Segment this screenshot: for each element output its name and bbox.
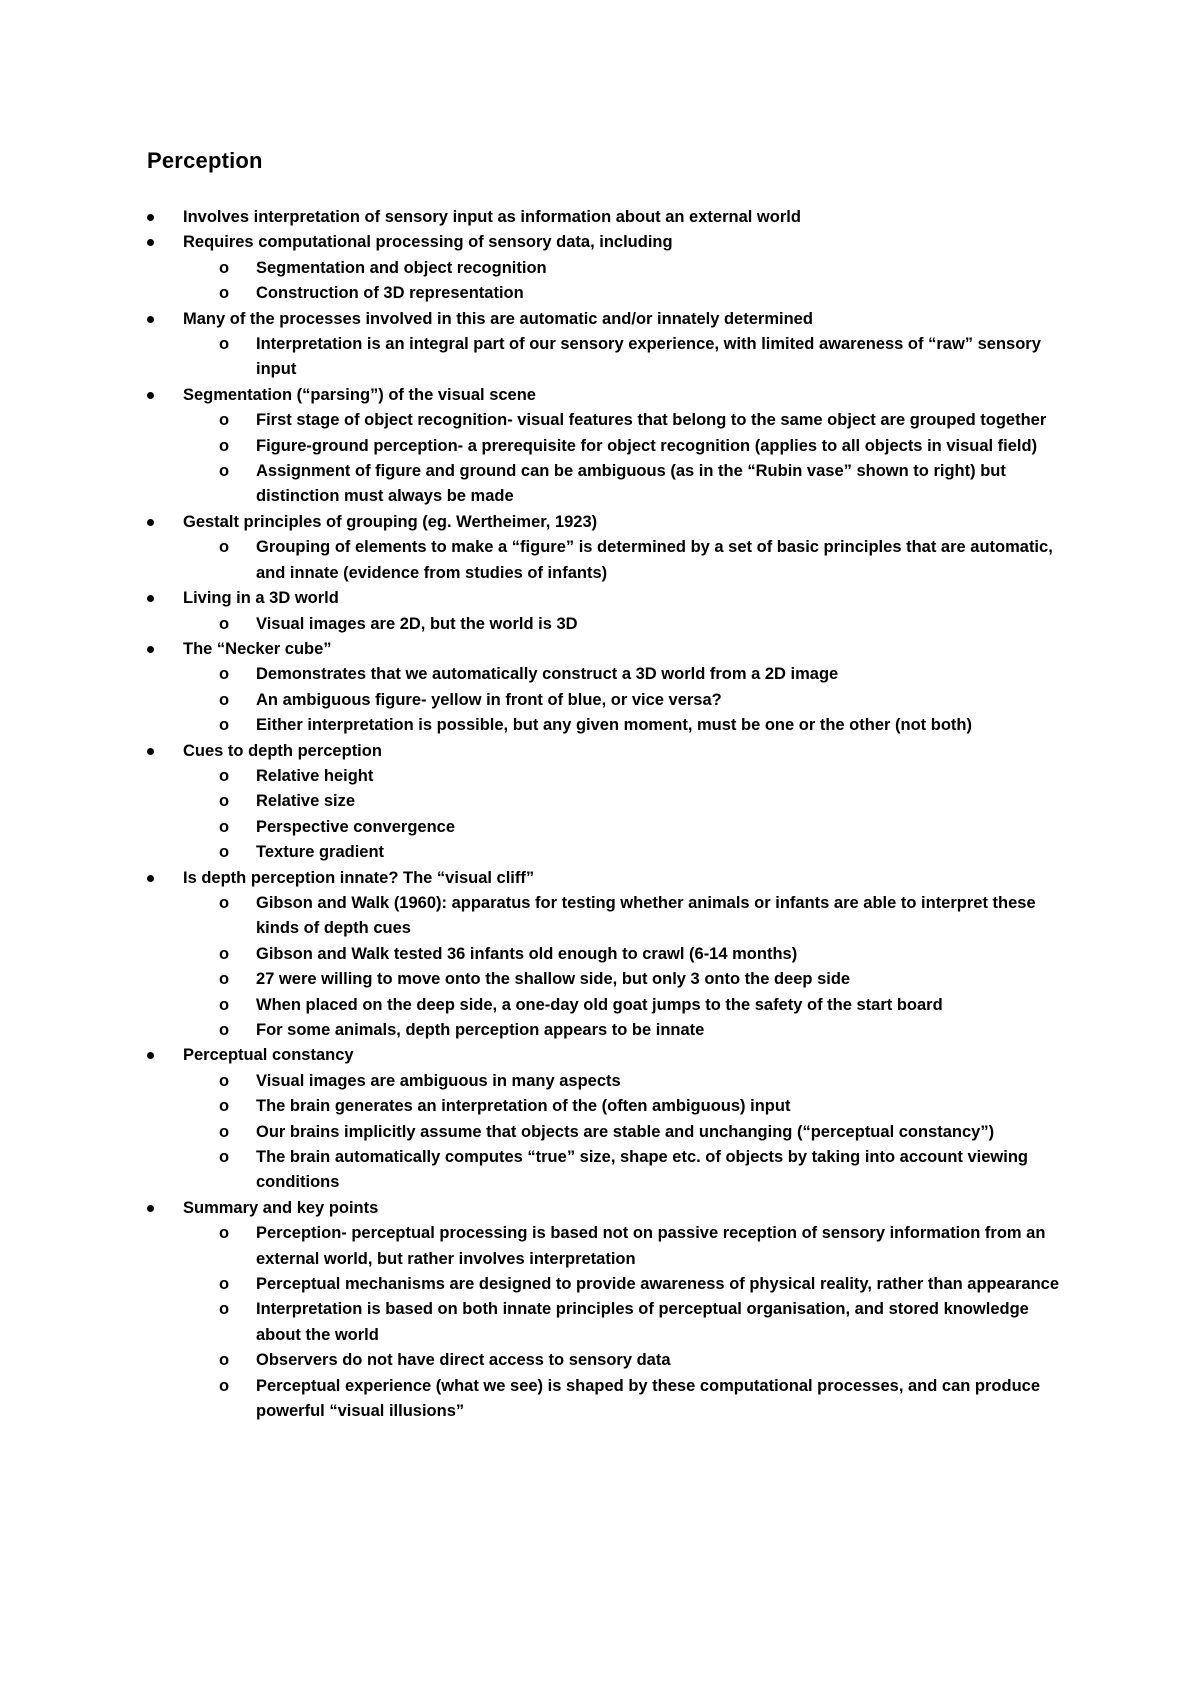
sub-bullet-item: o Gibson and Walk (1960): apparatus for testing whether animals or infants are able to interpret these kinds of depth cues — [147, 891, 1067, 942]
sub-bullet-item: o For some animals, depth perception appears to be innate — [147, 1018, 1067, 1043]
bullet-item: Summary and key points — [147, 1196, 1067, 1221]
sub-bullet-item: o Perceptual experience (what we see) is shaped by these computational processes, and can produce powerful “visual illusions” — [147, 1374, 1067, 1425]
bullet-item: Cues to depth perception — [147, 739, 1067, 764]
bullet-item: The “Necker cube” — [147, 637, 1067, 662]
sub-bullet-item: o Interpretation is an integral part of our sensory experience, with limited awareness of “raw” sensory input — [147, 332, 1067, 383]
sub-bullet-item: o 27 were willing to move onto the shallow side, but only 3 onto the deep side — [147, 967, 1067, 992]
sub-bullet-item: o Relative height — [147, 764, 1067, 789]
sub-bullet-item: o First stage of object recognition- visual features that belong to the same object are grouped together — [147, 408, 1067, 433]
sub-bullet-item: o Visual images are 2D, but the world is 3D — [147, 612, 1067, 637]
sub-bullet-item: o Perspective convergence — [147, 815, 1067, 840]
sub-bullet-item: o Texture gradient — [147, 840, 1067, 865]
sub-bullet-item: o Perception- perceptual processing is based not on passive reception of sensory information from an external world, but rather involves interpretation — [147, 1221, 1067, 1272]
bullet-item: Is depth perception innate? The “visual cliff” — [147, 866, 1067, 891]
sub-bullet-item: o Segmentation and object recognition — [147, 256, 1067, 281]
bullet-item: Involves interpretation of sensory input as information about an external world — [147, 205, 1067, 230]
sub-bullet-item: o Construction of 3D representation — [147, 281, 1067, 306]
sub-bullet-item: o Observers do not have direct access to sensory data — [147, 1348, 1067, 1373]
bullet-item: Segmentation (“parsing”) of the visual scene — [147, 383, 1067, 408]
sub-bullet-item: o Visual images are ambiguous in many aspects — [147, 1069, 1067, 1094]
bullet-item: Many of the processes involved in this are automatic and/or innately determined — [147, 307, 1067, 332]
bullet-item: Requires computational processing of sensory data, including — [147, 230, 1067, 255]
sub-bullet-item: o Perceptual mechanisms are designed to provide awareness of physical reality, rather than appearance — [147, 1272, 1067, 1297]
sub-bullet-item: o Relative size — [147, 789, 1067, 814]
bullet-list — [147, 205, 1067, 1425]
sub-bullet-item: o Our brains implicitly assume that objects are stable and unchanging (“perceptual constancy”) — [147, 1120, 1067, 1145]
sub-bullet-item: o Demonstrates that we automatically construct a 3D world from a 2D image — [147, 662, 1067, 687]
sub-bullet-item: o An ambiguous figure- yellow in front of blue, or vice versa? — [147, 688, 1067, 713]
sub-bullet-item: o The brain generates an interpretation of the (often ambiguous) input — [147, 1094, 1067, 1119]
bullet-item: Living in a 3D world — [147, 586, 1067, 611]
sub-bullet-item: o Gibson and Walk tested 36 infants old enough to crawl (6-14 months) — [147, 942, 1067, 967]
bullet-item: Perceptual constancy — [147, 1043, 1067, 1068]
document-title: Perception — [147, 148, 263, 173]
sub-bullet-item: o When placed on the deep side, a one-day old goat jumps to the safety of the start board — [147, 993, 1067, 1018]
sub-bullet-item: o Figure-ground perception- a prerequisite for object recognition (applies to all objects in visual field) — [147, 434, 1067, 459]
sub-bullet-item: o Assignment of figure and ground can be ambiguous (as in the “Rubin vase” shown to right) but distinction must always be made — [147, 459, 1067, 510]
bullet-item: Gestalt principles of grouping (eg. Wertheimer, 1923) — [147, 510, 1067, 535]
sub-bullet-item: o The brain automatically computes “true” size, shape etc. of objects by taking into account viewing conditions — [147, 1145, 1067, 1196]
sub-bullet-item: o Grouping of elements to make a “figure” is determined by a set of basic principles that are automatic, and innate (evidence from studies of infants) — [147, 535, 1067, 586]
sub-bullet-item: o Interpretation is based on both innate principles of perceptual organisation, and stored knowledge about the world — [147, 1297, 1067, 1348]
sub-bullet-item: o Either interpretation is possible, but any given moment, must be one or the other (not both) — [147, 713, 1067, 738]
